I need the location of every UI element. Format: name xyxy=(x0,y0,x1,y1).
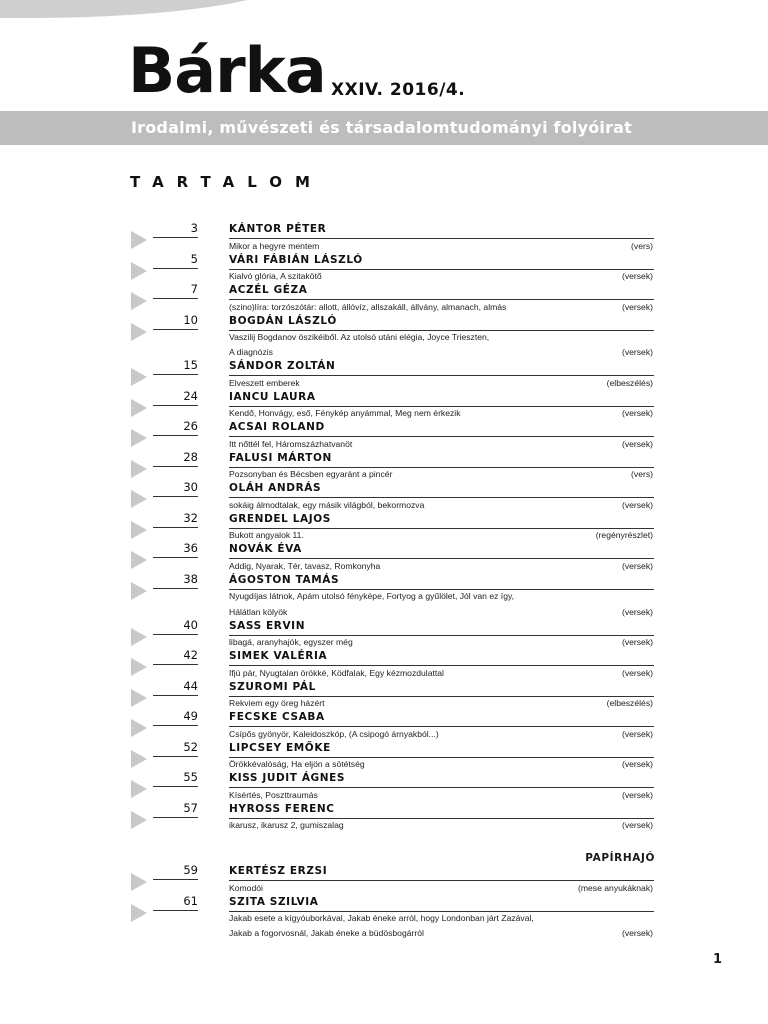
entry-titles[interactable]: Itt nőttél fel, Háromszázhatvanöt xyxy=(229,438,353,449)
entry-arrow-icon xyxy=(131,780,147,798)
entry-arrow-icon xyxy=(131,551,147,569)
entry-titles[interactable]: Örökkévalóság, Ha eljön a sötétség xyxy=(229,759,365,769)
entry-author[interactable]: ACZÉL GÉZA xyxy=(229,284,654,300)
entry-page-number[interactable]: 15 xyxy=(153,358,198,375)
entry-titles[interactable]: Komodói xyxy=(229,882,263,893)
entry-titles[interactable]: libagá, aranyhajók, egyszer még xyxy=(229,637,353,647)
entry-genre: (mese anyukáknak) xyxy=(578,882,653,893)
entry-genre: (elbeszélés) xyxy=(606,698,653,708)
entry-author[interactable]: SASS ERVIN xyxy=(229,620,654,636)
entry-author[interactable]: SZITA SZILVIA xyxy=(229,896,654,912)
entry-page-number[interactable]: 38 xyxy=(153,572,198,589)
entry-genre: (versek) xyxy=(621,667,653,678)
entry-page-number[interactable]: 61 xyxy=(153,894,198,911)
entry-author[interactable]: KÁNTOR PÉTER xyxy=(229,223,654,239)
entry-titles[interactable]: Pozsonyban és Bécsben egyaránt a pincér xyxy=(229,469,393,480)
toc-heading: TARTALOM xyxy=(130,173,323,191)
entry-titles[interactable]: sokáig álmodtalak, egy másik világból, bekormozva xyxy=(229,499,425,510)
entry-genre: (versek) xyxy=(621,789,653,800)
entry-page-number[interactable]: 24 xyxy=(153,389,198,406)
entry-genre: (versek) xyxy=(621,560,653,571)
entry-author[interactable]: FECSKE CSABA xyxy=(229,711,654,727)
entry-page-number[interactable]: 36 xyxy=(153,541,198,558)
subtitle-band xyxy=(0,111,768,145)
entry-genre: (elbeszélés) xyxy=(606,377,653,388)
entry-genre: (versek) xyxy=(621,301,653,312)
entry-arrow-icon xyxy=(131,904,147,922)
entry-titles[interactable]: ikarusz, ikarusz 2, gumiszalag xyxy=(229,820,344,830)
entry-author[interactable]: SZUROMI PÁL xyxy=(229,681,654,697)
entry-titles[interactable]: Bukott angyalok 11. xyxy=(229,530,304,541)
entry-arrow-icon xyxy=(131,628,147,646)
page-number: 1 xyxy=(713,952,723,967)
entry-titles[interactable]: Ifjú pár, Nyugtalan örökké, Ködfalak, Egy kézmozdulattal xyxy=(229,667,444,678)
entry-titles[interactable]: A diagnózis xyxy=(229,347,273,358)
entry-author[interactable]: SÁNDOR ZOLTÁN xyxy=(229,360,654,376)
entry-titles[interactable]: Csípős gyönyör, Kaleidoszkóp, (A csipogó árnyakból...) xyxy=(229,728,439,739)
entry-author[interactable]: KERTÉSZ ERZSI xyxy=(229,865,654,881)
entry-page-number[interactable]: 28 xyxy=(153,450,198,467)
entry-genre: (versek) xyxy=(621,928,653,939)
issue-number: XXIV. 2016/4. xyxy=(331,80,466,100)
entry-titles[interactable]: (szino)líra: torzószótár: allott, állóvíz, allszakáll, állvány, almanach, almás xyxy=(229,301,507,312)
entry-arrow-icon xyxy=(131,658,147,676)
entry-titles[interactable]: Vaszilij Bogdanov öszikéiből. Az utolsó utáni elégia, Joyce Trieszten, xyxy=(229,332,490,342)
entry-titles[interactable]: Nyugdíjas látnok, Apám utolsó fényképe, Fortyog a gyűlölet, Jól van ez így, xyxy=(229,591,515,602)
entry-page-number[interactable]: 44 xyxy=(153,679,198,696)
entry-author[interactable]: VÁRI FÁBIÁN LÁSZLÓ xyxy=(229,254,654,270)
entry-page-number[interactable]: 26 xyxy=(153,419,198,436)
entry-titles[interactable]: Kísértés, Poszttraumás xyxy=(229,789,318,800)
entry-page-number[interactable]: 40 xyxy=(153,618,198,635)
entry-arrow-icon xyxy=(131,719,147,737)
entry-arrow-icon xyxy=(131,582,147,600)
entry-author[interactable]: GRENDEL LAJOS xyxy=(229,513,654,529)
entry-author[interactable]: ACSAI ROLAND xyxy=(229,421,654,437)
entry-titles[interactable]: Mikor a hegyre mentem xyxy=(229,240,320,251)
entry-arrow-icon xyxy=(131,429,147,447)
entry-genre: (versek) xyxy=(621,271,653,281)
entry-genre: (versek) xyxy=(621,728,653,739)
entry-genre: (vers) xyxy=(631,240,653,251)
entry-genre: (versek) xyxy=(621,408,653,419)
entry-arrow-icon xyxy=(131,292,147,310)
entry-arrow-icon xyxy=(131,262,147,280)
entry-author[interactable]: HYROSS FERENC xyxy=(229,803,654,819)
entry-page-number[interactable]: 10 xyxy=(153,313,198,330)
entry-genre: (regényrészlet) xyxy=(595,530,653,541)
magazine-subtitle: Irodalmi, művészeti és társadalomtudományi folyóirat xyxy=(131,118,633,137)
entry-author[interactable]: IANCU LAURA xyxy=(229,391,654,407)
entry-arrow-icon xyxy=(131,873,147,891)
entry-titles[interactable]: Elveszett emberek xyxy=(229,377,300,388)
entry-titles[interactable]: Kialvó glória, A szitakötő xyxy=(229,271,322,281)
entry-page-number[interactable]: 59 xyxy=(153,863,198,880)
entry-genre: (versek) xyxy=(621,438,653,449)
entry-genre: (versek) xyxy=(621,637,653,647)
top-decorative-swoosh xyxy=(0,0,290,18)
entry-page-number[interactable]: 52 xyxy=(153,740,198,757)
entry-genre: (versek) xyxy=(621,499,653,510)
entry-genre: (versek) xyxy=(621,820,653,830)
entry-arrow-icon xyxy=(131,460,147,478)
section-label-papirhajo: PAPÍRHAJÓ xyxy=(585,852,655,864)
entry-titles[interactable]: Jakab a fogorvosnál, Jakab éneke a büdösbogárról xyxy=(229,928,424,939)
entry-genre: (versek) xyxy=(621,759,653,769)
entry-author[interactable]: SIMEK VALÉRIA xyxy=(229,650,654,666)
entry-author[interactable]: FALUSI MÁRTON xyxy=(229,452,654,468)
entry-titles[interactable]: Kendő, Honvágy, eső, Fénykép anyámmal, Meg nem érkezik xyxy=(229,408,461,419)
entry-arrow-icon xyxy=(131,811,147,829)
entry-arrow-icon xyxy=(131,231,147,249)
entry-author[interactable]: LIPCSEY EMŐKE xyxy=(229,742,654,758)
entry-titles[interactable]: Jakab esete a kígyóuborkával, Jakab éneke arról, hogy Londonban járt Zazával, xyxy=(229,913,534,923)
entry-page-number[interactable]: 42 xyxy=(153,648,198,665)
entry-arrow-icon xyxy=(131,368,147,386)
entry-page-number[interactable]: 49 xyxy=(153,709,198,726)
entry-page-number[interactable]: 5 xyxy=(153,252,198,269)
entry-page-number[interactable]: 32 xyxy=(153,511,198,528)
entry-page-number[interactable]: 3 xyxy=(153,221,198,238)
entry-page-number[interactable]: 30 xyxy=(153,480,198,497)
entry-page-number[interactable]: 55 xyxy=(153,770,198,787)
entry-arrow-icon xyxy=(131,689,147,707)
entry-titles[interactable]: Addig, Nyarak, Tér, tavasz, Romkonyha xyxy=(229,560,381,571)
entry-arrow-icon xyxy=(131,521,147,539)
magazine-logo: Bárka xyxy=(128,34,326,107)
entry-author[interactable]: BOGDÁN LÁSZLÓ xyxy=(229,315,654,331)
entry-titles[interactable]: Hálátlan kölyök xyxy=(229,606,288,617)
entry-arrow-icon xyxy=(131,750,147,768)
entry-arrow-icon xyxy=(131,490,147,508)
entry-page-number[interactable]: 57 xyxy=(153,801,198,818)
entry-arrow-icon xyxy=(131,399,147,417)
entry-arrow-icon xyxy=(131,323,147,341)
entry-genre: (versek) xyxy=(621,347,653,358)
entry-titles[interactable]: Rekviem egy öreg házért xyxy=(229,698,325,708)
entry-author[interactable]: KISS JUDIT ÁGNES xyxy=(229,772,654,788)
entry-author[interactable]: ÁGOSTON TAMÁS xyxy=(229,574,654,590)
entry-author[interactable]: OLÁH ANDRÁS xyxy=(229,482,654,498)
entry-page-number[interactable]: 7 xyxy=(153,282,198,299)
entry-author[interactable]: NOVÁK ÉVA xyxy=(229,543,654,559)
entry-genre: (vers) xyxy=(631,469,653,480)
entry-genre: (versek) xyxy=(621,606,653,617)
